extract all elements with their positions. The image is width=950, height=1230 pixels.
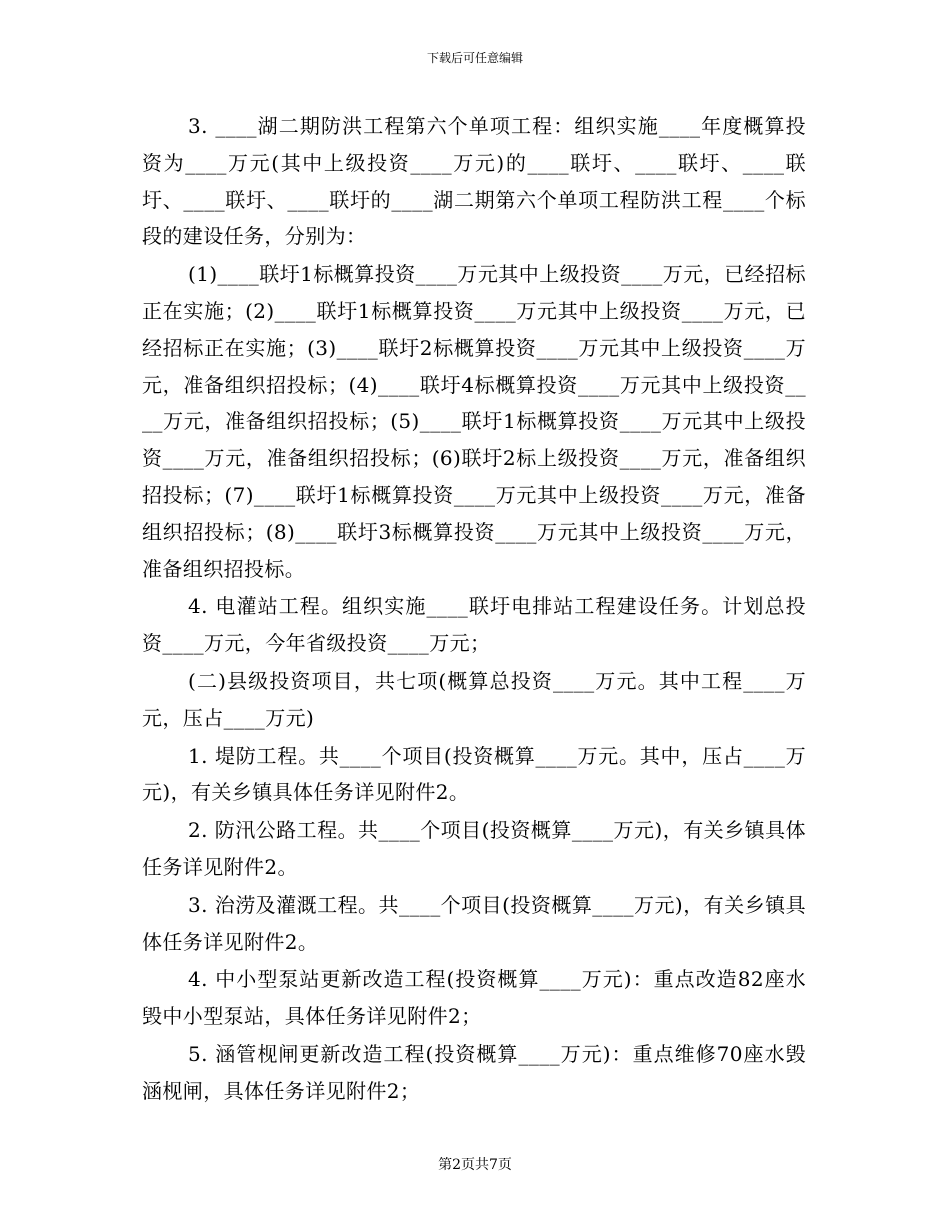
paragraph-5-culvert-sluice: 5. 涵管枧闸更新改造工程(投资概算____万元)：重点维修70座水毁涵枧闸，具体任务详见附件2； [142,1041,806,1103]
paragraph-3-drainage-irrigation: 3. 治涝及灌溉工程。共____个项目(投资概算____万元)，有关乡镇具体任务详见附件2。 [142,892,806,954]
paragraph-bid-sections: (1)____联圩1标概算投资____万元其中上级投资____万元，已经招标正在实施；(2)____联圩1标概算投资____万元其中上级投资____万元，已经招标正在实施；(3)____联圩2标概算投资____万元其中上级投资____万元，准备组织招投标；(4)____联圩4标概算投资____万元其中上级投资____万元，准备组织招投标；(5)____联圩1标概算投资____万元其中上级投资____万元，准备组织招投标；(6)联圩2标上级投资____万元，准备组织招投标；(7)____联圩1标概算投资____万元其中上级投资____万元，准备组织招投标；(8)____联圩3标概算投资____万元其中上级投资____万元，准备组织招投标。 [142,262,806,581]
paragraph-3-lake-project: 3. ____湖二期防洪工程第六个单项工程：组织实施____年度概算投资为____万元(其中上级投资____万元)的____联圩、____联圩、____联圩、____联圩、____联圩的____湖二期第六个单项工程防洪工程____个标段的建设任务，分别为： [142,114,806,249]
document-body [142,108,806,1111]
paragraph-1-embankment: 1. 堤防工程。共____个项目(投资概算____万元。其中，压占____万元)，有关乡镇具体任务详见附件2。 [142,743,806,805]
paragraph-county-projects: (二)县级投资项目，共七项(概算总投资____万元。其中工程____万元，压占____万元) [142,668,806,730]
paragraph-2-flood-road: 2. 防汛公路工程。共____个项目(投资概算____万元)，有关乡镇具体任务详见附件2。 [142,818,806,879]
paragraph-4-small-pump-stations: 4. 中小型泵站更新改造工程(投资概算____万元)：重点改造82座水毁中小型泵站，具体任务详见附件2； [142,967,806,1029]
page-header: 下载后可任意编辑 [426,51,523,65]
page-number: 第2页共7页 [438,1157,512,1173]
paragraph-4-pump-station: 4. 电灌站工程。组织实施____联圩电排站工程建设任务。计划总投资____万元，今年省级投资____万元； [142,594,806,656]
